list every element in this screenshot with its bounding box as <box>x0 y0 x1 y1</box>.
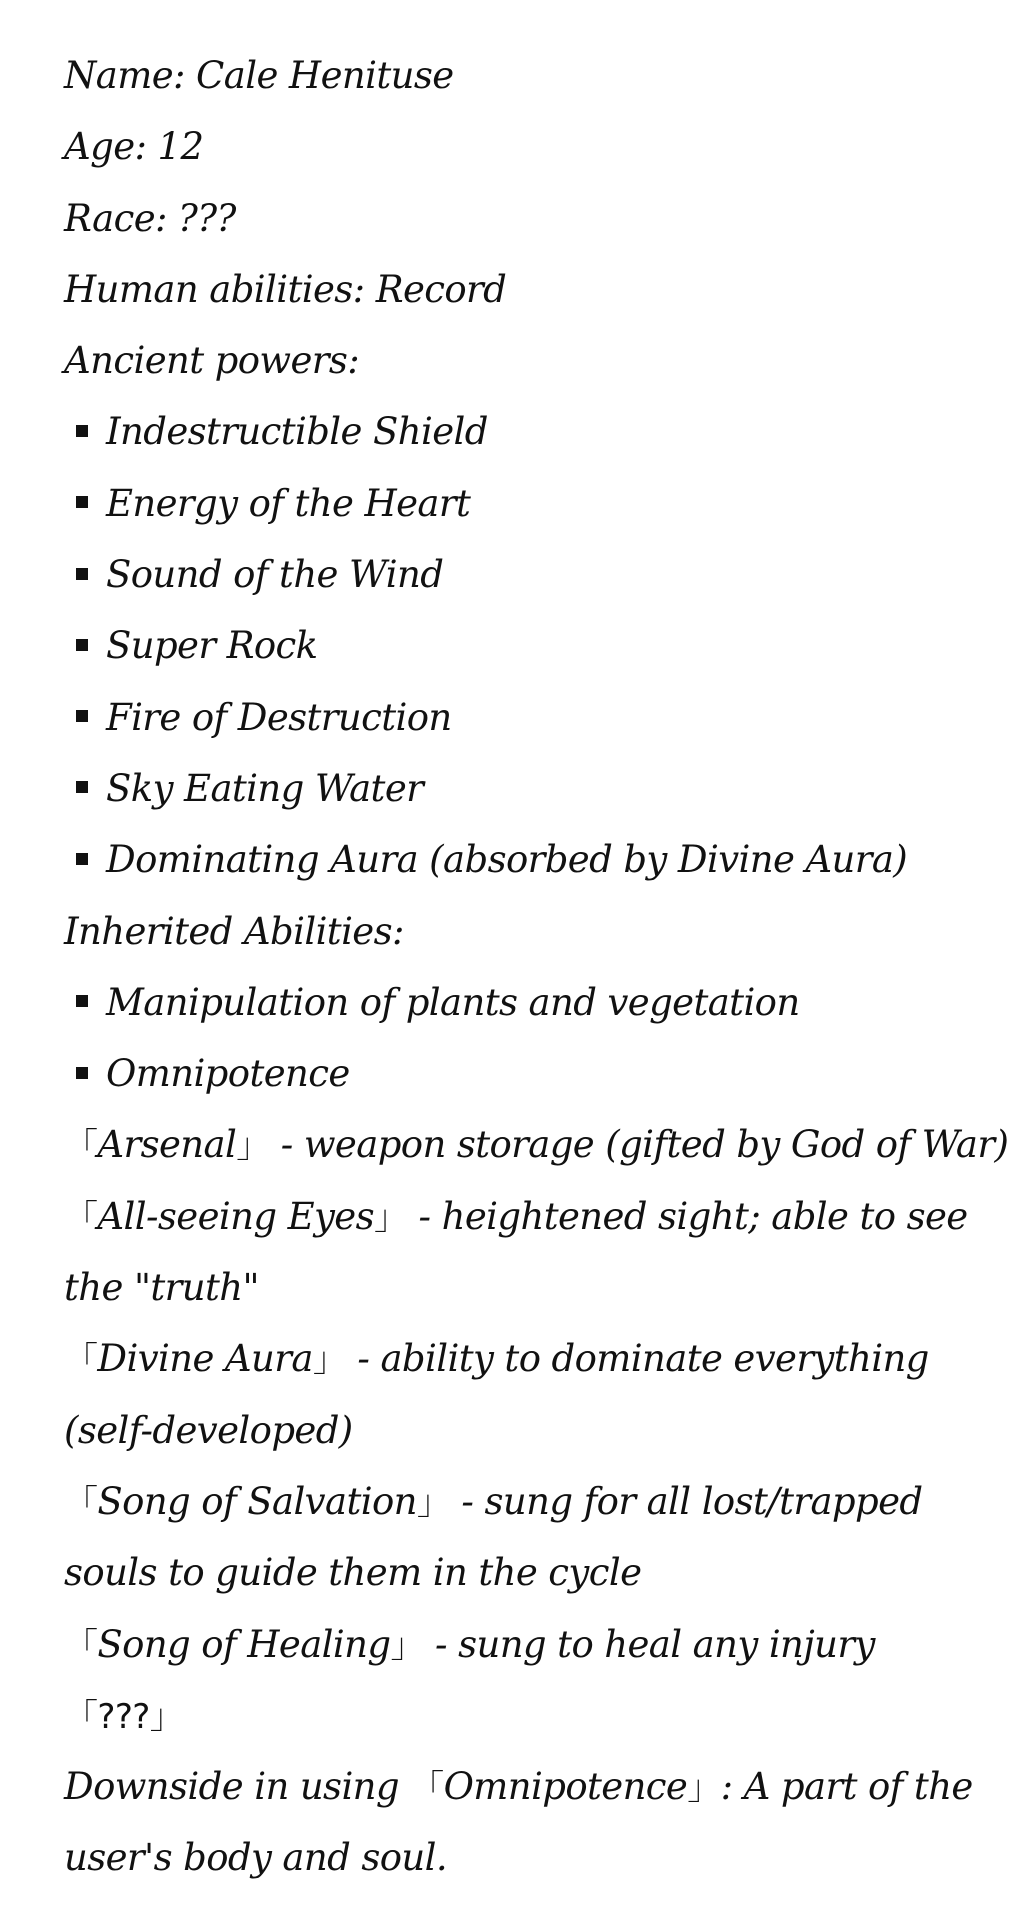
ability-unknown: 「???」 <box>64 1696 184 1737</box>
bullet-icon <box>76 1067 88 1079</box>
bullet-icon <box>76 995 88 1007</box>
list-item: Fire of Destruction <box>64 682 983 753</box>
ability-song-of-salvation-cont: souls to guide them in the cycle <box>64 1551 642 1595</box>
ability-divine-aura: 「Divine Aura」 - ability to dominate everything <box>64 1337 929 1381</box>
list-item: Sky Eating Water <box>64 753 983 824</box>
bullet-icon <box>76 853 88 865</box>
list-item: Energy of the Heart <box>64 468 983 539</box>
downside-cont: user's body and soul. <box>64 1836 448 1880</box>
inherited-heading: Inherited Abilities: <box>64 909 404 953</box>
ability-song-of-salvation: 「Song of Salvation」 - sung for all lost/trapped <box>64 1479 923 1523</box>
ancient-powers-heading: Ancient powers: <box>64 339 360 383</box>
bullet-icon <box>76 781 88 793</box>
bullet-icon <box>76 568 88 580</box>
age-line: Age: 12 <box>64 125 204 169</box>
downside-line: Downside in using 「Omnipotence」: A part of the <box>64 1765 973 1809</box>
list-item: Indestructible Shield <box>64 396 983 467</box>
ability-song-of-healing: 「Song of Healing」 - sung to heal any injury <box>64 1622 875 1666</box>
list-item: Manipulation of plants and vegetation <box>64 967 983 1038</box>
name-line: Name: Cale Henituse <box>64 54 454 97</box>
bullet-icon <box>76 639 88 651</box>
list-item: Omnipotence <box>64 1038 983 1109</box>
human-abilities-line: Human abilities: Record <box>64 267 507 311</box>
bullet-icon <box>76 710 88 722</box>
bullet-icon <box>76 425 88 437</box>
ability-all-seeing-eyes: 「All-seeing Eyes」 - heightened sight; able to see <box>64 1194 968 1238</box>
ability-divine-aura-cont: (self-developed) <box>64 1408 353 1452</box>
ability-arsenal: 「Arsenal」 - weapon storage (gifted by God of War) <box>64 1123 1009 1167</box>
bullet-icon <box>76 496 88 508</box>
list-item: Super Rock <box>64 610 983 681</box>
list-item: Dominating Aura (absorbed by Divine Aura) <box>64 824 983 895</box>
race-line: Race: ??? <box>64 196 236 240</box>
ability-all-seeing-eyes-cont: the "truth" <box>64 1266 259 1310</box>
list-item: Sound of the Wind <box>64 539 983 610</box>
